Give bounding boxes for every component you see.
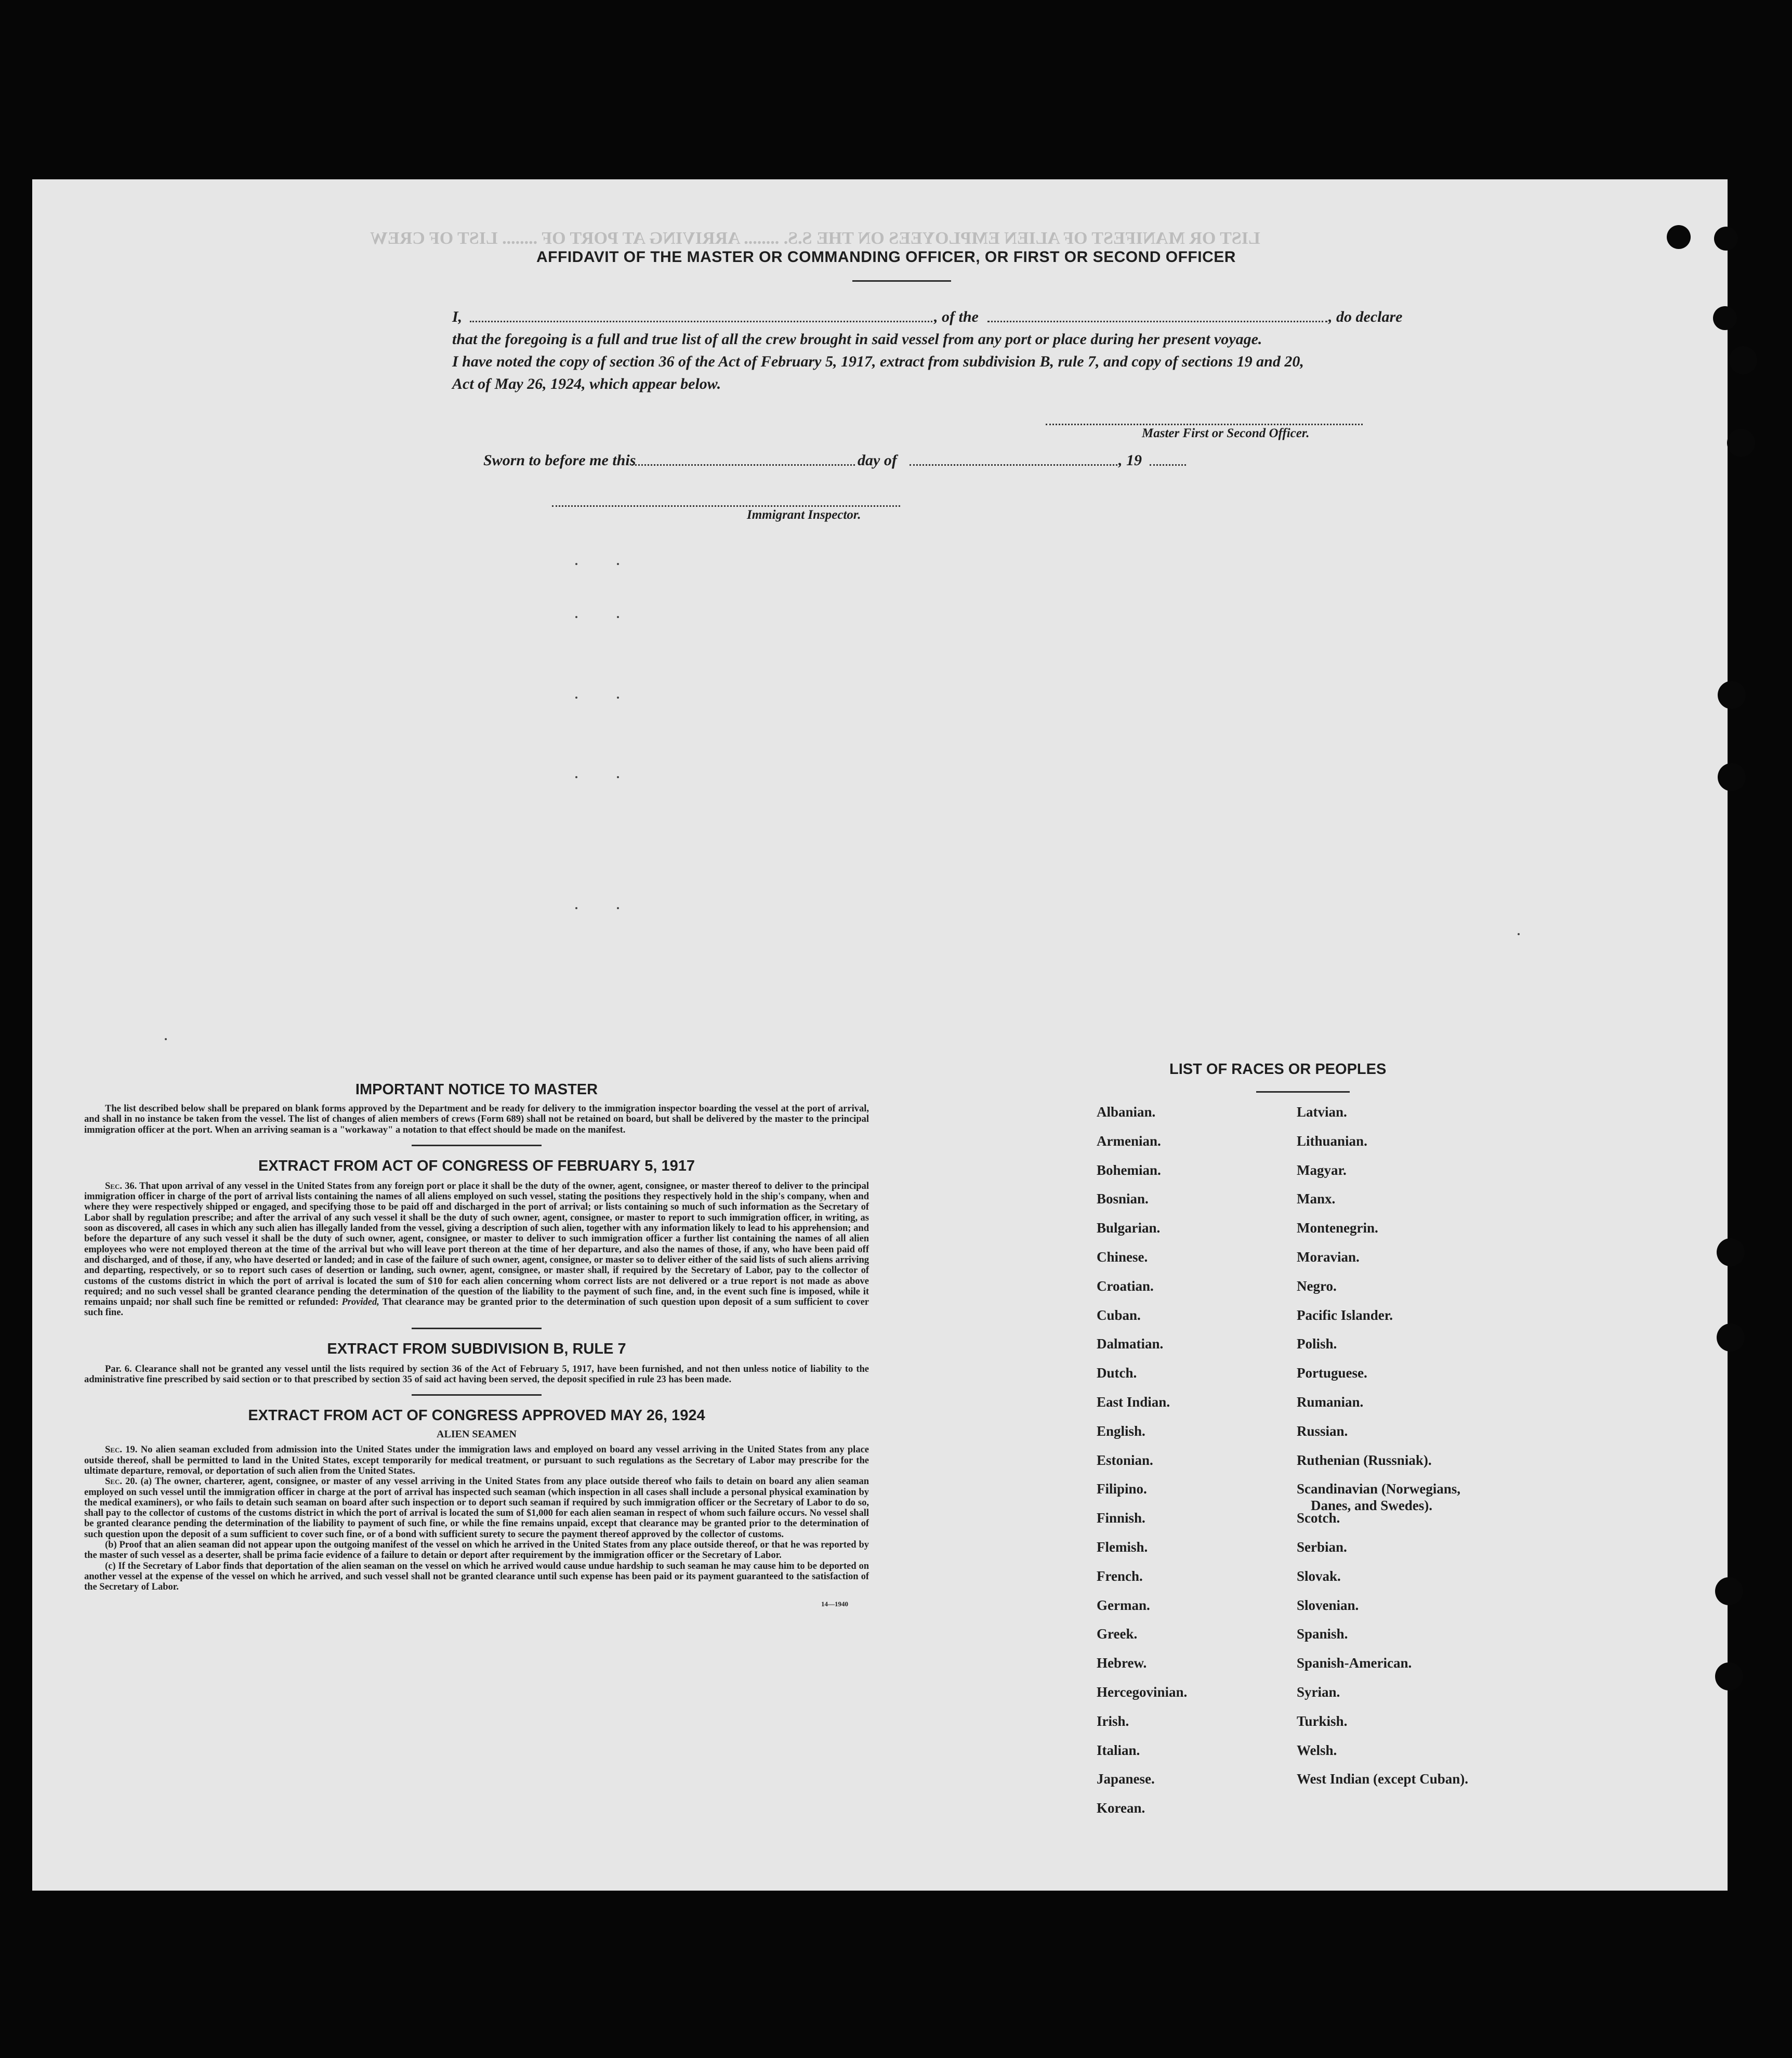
sec-20-label: Sec. 20.	[105, 1476, 138, 1487]
legal-text-column	[84, 1081, 869, 1608]
punch-hole	[1667, 225, 1691, 249]
speck	[617, 907, 619, 909]
sec-36-label: Sec. 36.	[105, 1181, 137, 1191]
race-item: Montenegrin.	[1297, 1220, 1378, 1236]
sec-19-text	[84, 1445, 869, 1476]
race-item: East Indian.	[1097, 1394, 1170, 1410]
race-item: Korean.	[1097, 1800, 1145, 1816]
race-item: Serbian.	[1297, 1539, 1347, 1555]
inspector-signature-label: Immigrant Inspector.	[747, 508, 861, 522]
race-item: Russian.	[1297, 1423, 1348, 1439]
affidavit-line-3: I have noted the copy of section 36 of the Act of February 5, 1917, extract from subdivision B, rule 7, and copy of sections 19 and 20,	[452, 353, 1304, 370]
race-item: Bosnian.	[1097, 1191, 1149, 1207]
race-item: Albanian.	[1097, 1104, 1156, 1120]
extract-1917-title: EXTRACT FROM ACT OF CONGRESS OF FEBRUARY 5, 1917	[258, 1157, 695, 1174]
punch-hole	[1729, 346, 1757, 374]
race-item: Armenian.	[1097, 1133, 1161, 1149]
punch-hole	[1713, 306, 1737, 330]
race-item: Turkish.	[1297, 1713, 1348, 1729]
provided-word: Provided,	[341, 1297, 379, 1308]
speck	[617, 697, 619, 699]
race-item: Slovenian.	[1297, 1597, 1359, 1613]
section-rule	[412, 1328, 542, 1329]
race-item: Ruthenian (Russniak).	[1297, 1452, 1432, 1468]
speck	[575, 697, 577, 699]
race-item: Estonian.	[1097, 1452, 1153, 1468]
race-item: Hebrew.	[1097, 1655, 1147, 1671]
race-item: Greek.	[1097, 1626, 1138, 1642]
affidavit-title-rule	[852, 280, 951, 282]
affidavit-line-4: Act of May 26, 1924, which appear below.	[452, 375, 721, 392]
punch-hole	[1717, 1323, 1745, 1352]
race-item: Dalmatian.	[1097, 1336, 1164, 1352]
race-item: Portuguese.	[1297, 1365, 1367, 1381]
subdivision-b-title: EXTRACT FROM SUBDIVISION B, RULE 7	[327, 1340, 626, 1357]
speck	[575, 907, 577, 909]
do-declare-label: , do declare	[1328, 308, 1403, 325]
bleed-through-text: LIST OR MANIFEST OF ALIEN EMPLOYEES ON THE S.S. ........ ARRIVING AT PORT OF ........ LIST OF CREW	[370, 229, 1260, 248]
affidavit-title: AFFIDAVIT OF THE MASTER OR COMMANDING OFFICER, OR FIRST OR SECOND OFFICER	[536, 248, 1236, 266]
race-item: Bohemian.	[1097, 1162, 1161, 1178]
race-item: Scandinavian (Norwegians,	[1297, 1481, 1461, 1497]
race-item: Magyar.	[1297, 1162, 1347, 1178]
subdivision-b-text: Par. 6. Clearance shall not be granted any vessel until the lists required by section 36 of the Act of February 5, 1917, have been furnished, and not then unless notice of liability to the administrative fine prescribed by said section or to that prescribed by section 35 of said act having been served, the deposit specified in rule 23 has been made.	[84, 1364, 869, 1385]
sworn-day-blank	[631, 464, 855, 466]
race-item: Pacific Islander.	[1297, 1307, 1393, 1323]
punch-hole	[1718, 681, 1746, 709]
of-the-label: , of the	[934, 308, 979, 325]
speck	[617, 616, 619, 618]
punch-hole	[1727, 429, 1755, 457]
race-item: Hercegovinian.	[1097, 1684, 1188, 1700]
race-item: French.	[1097, 1568, 1143, 1584]
punch-hole	[1715, 1577, 1743, 1605]
race-item: Negro.	[1297, 1278, 1337, 1294]
race-item: Cuban.	[1097, 1307, 1141, 1323]
race-item: Latvian.	[1297, 1104, 1347, 1120]
sworn-label: Sworn to before me this	[483, 452, 636, 469]
speck	[165, 1038, 167, 1040]
race-item: Welsh.	[1297, 1742, 1337, 1758]
race-item: Chinese.	[1097, 1249, 1148, 1265]
extract-1917-text	[84, 1181, 869, 1318]
document-page	[32, 179, 1728, 1891]
sec-20a-body: (a) The owner, charterer, agent, consignee, or master of any vessel arriving in the United States from any place outside thereof who fails to detain on board any alien seaman employed on such vessel until the immigration officer in charge at the port of arrival has inspected such seaman (which inspection in all cases shall include a personal physical examination by the medical examiners), or who fails to detain such seaman on board after such inspection or to deport such seaman if required by such immigration officer or the Secretary of Labor to do so, shall pay to the collector of customs of the customs district in which the port of arrival is located the sum of $1,000 for each alien seaman in respect of whom such failure occurs. No vessel shall be granted clearance pending the determination of the liability to payment of such fine, or while the fine remains unpaid, except that clearance may be granted prior to the determination of such question upon the deposit of a sum sufficient to cover such fine, or of a bond with sufficient surety to secure the payment thereof approved by the collector of customs.	[84, 1476, 869, 1540]
sworn-month-blank	[910, 464, 1117, 466]
vessel-blank	[987, 321, 1327, 322]
race-item: Danes, and Swedes).	[1311, 1498, 1433, 1514]
year-blank	[1150, 464, 1186, 466]
race-item: Flemish.	[1097, 1539, 1148, 1555]
punch-hole	[1715, 1662, 1743, 1690]
races-title: LIST OF RACES OR PEOPLES	[1169, 1061, 1387, 1078]
sec-20a-text	[84, 1476, 869, 1540]
alien-seamen-heading: ALIEN SEAMEN	[437, 1428, 517, 1440]
section-rule	[412, 1145, 542, 1146]
section-rule	[412, 1394, 542, 1396]
race-item: Rumanian.	[1297, 1394, 1364, 1410]
speck	[617, 776, 619, 778]
year-label: , 19	[1118, 452, 1142, 469]
affidavit-i: I,	[452, 308, 463, 325]
inspector-signature-line	[552, 505, 900, 507]
name-blank	[470, 321, 932, 322]
day-of-label: day of	[858, 452, 897, 469]
notice-title: IMPORTANT NOTICE TO MASTER	[355, 1081, 598, 1098]
speck	[575, 563, 577, 565]
race-item: Slovak.	[1297, 1568, 1341, 1584]
races-title-rule	[1256, 1091, 1350, 1093]
sec-19-body: No alien seaman excluded from admission into the United States under the immigration laws and employed on board any vessel arriving in the United States from any place outside thereof, shall be permitted to land in the United States, except temporarily for medical treatment, or pursuant to such regulations as the Secretary of Labor may prescribe for the ultimate departure, removal, or deportation of such alien from the United States.	[84, 1445, 869, 1476]
speck	[1518, 933, 1520, 935]
speck	[575, 616, 577, 618]
race-item: Spanish-American.	[1297, 1655, 1412, 1671]
punch-hole	[1717, 1238, 1745, 1266]
sec-20b-text: (b) Proof that an alien seaman did not appear upon the outgoing manifest of the vessel on which he arrived in the United States from any place outside thereof, or that he was reported by the master of such vessel as a deserter, shall be prima facie evidence of a failure to detain or deport after requirement by the immigration officer or the Secretary of Labor.	[84, 1540, 869, 1561]
race-item: Moravian.	[1297, 1249, 1360, 1265]
punch-hole	[1718, 763, 1746, 791]
race-item: Italian.	[1097, 1742, 1140, 1758]
extract-1924-title: EXTRACT FROM ACT OF CONGRESS APPROVED MAY 26, 1924	[248, 1407, 705, 1424]
race-item: German.	[1097, 1597, 1150, 1613]
race-item: Manx.	[1297, 1191, 1336, 1207]
race-item: Lithuanian.	[1297, 1133, 1367, 1149]
master-signature-label: Master First or Second Officer.	[1142, 426, 1310, 440]
race-item: Finnish.	[1097, 1510, 1145, 1526]
form-number: 14—1940	[821, 1600, 848, 1608]
race-item: Japanese.	[1097, 1771, 1155, 1787]
race-item: Croatian.	[1097, 1278, 1154, 1294]
punch-hole	[1714, 227, 1738, 251]
notice-text: The list described below shall be prepared on blank forms approved by the Department and be ready for delivery to the immigration inspector boarding the vessel at the port of arrival, and shall in no instance be taken from the vessel. The list of changes of alien members of crews (Form 689) shall not be retained on board, but shall be delivered by the master to the principal immigration officer at the port. When an arriving seaman is a "workaway" a notation to that effect should be made on the manifest.	[84, 1104, 869, 1135]
race-item: Syrian.	[1297, 1684, 1340, 1700]
speck	[617, 563, 619, 565]
race-item: English.	[1097, 1423, 1145, 1439]
affidavit-line-2: that the foregoing is a full and true list of all the crew brought in said vessel from any port or place during her present voyage.	[452, 331, 1262, 348]
sec-36-body: That upon arrival of any vessel in the United States from any foreign port or place it shall be the duty of the owner, agent, consignee, or master thereof to deliver to the principal immigration officer in charge of the port of arrival lists containing the names of all aliens employed on such vessel, stating the positions they respectively hold in the ship's company, when and where they were respectively shipped or engaged, and specifying those to be paid off and discharged in the port of arrival; or lists containing so much of such information as the Secretary of Labor shall by regulation prescribe; and after the arrival of any such vessel it shall be the duty of such owner, agent, consignee, or master to report to such immigration officer, in writing, as soon as discovered, all cases in which any such alien has illegally landed from the vessel, giving a description of such alien, together with any information likely to lead to his apprehension; and before the departure of any such vessel it shall be the duty of such owner, agent, consignee, or master to deliver to such immigration officer a further list containing the names of all alien employees who were not employed thereon at the time of the arrival but who will leave port thereon at the time of her departure, and also the names of those, if any, who have been paid off and discharged, and of those, if any, who have deserted or landed; and in case of the failure of such owner, agent, consignee, or master so to deliver either of the said lists of such aliens arriving and departing, respectively, or so to report such cases of desertion or landing, such owner, agent, consignee, or master shall, if required by the Secretary of Labor, pay to the collector of customs of the customs district in which the port of arrival is located the sum of $10 for each alien concerning whom correct lists are not delivered or a true report is not made as above required; and no such vessel shall be granted clearance pending the determination of the question of the liability to the payment of such fine, and, in the event such fine is imposed, while it remains unpaid; nor shall such fine be remitted or refunded:	[84, 1181, 869, 1308]
race-item: Filipino.	[1097, 1481, 1147, 1497]
race-item: Dutch.	[1097, 1365, 1137, 1381]
affidavit-line-1	[452, 306, 462, 328]
sec-19-label: Sec. 19.	[105, 1445, 138, 1456]
race-item: Irish.	[1097, 1713, 1129, 1729]
race-item: Spanish.	[1297, 1626, 1348, 1642]
race-item: Polish.	[1297, 1336, 1337, 1352]
race-item: Scotch.	[1297, 1510, 1340, 1526]
race-item: Bulgarian.	[1097, 1220, 1161, 1236]
sec-20c-text: (c) If the Secretary of Labor finds that deportation of the alien seaman on the vessel on which he arrived would cause undue hardship to such seaman he may cause him to be deported on another vessel at the expense of the vessel on which he arrived, and such vessel shall not be granted clearance until such expense has been paid or its payment guaranteed to the satisfaction of the Secretary of Labor.	[84, 1561, 869, 1593]
master-signature-line	[1046, 424, 1363, 425]
race-item: West Indian (except Cuban).	[1297, 1771, 1469, 1787]
speck	[575, 776, 577, 778]
sec-36-end: That clearance may be granted prior to the determination of such question upon deposit of a sum sufficient to cover such fine.	[84, 1297, 869, 1318]
